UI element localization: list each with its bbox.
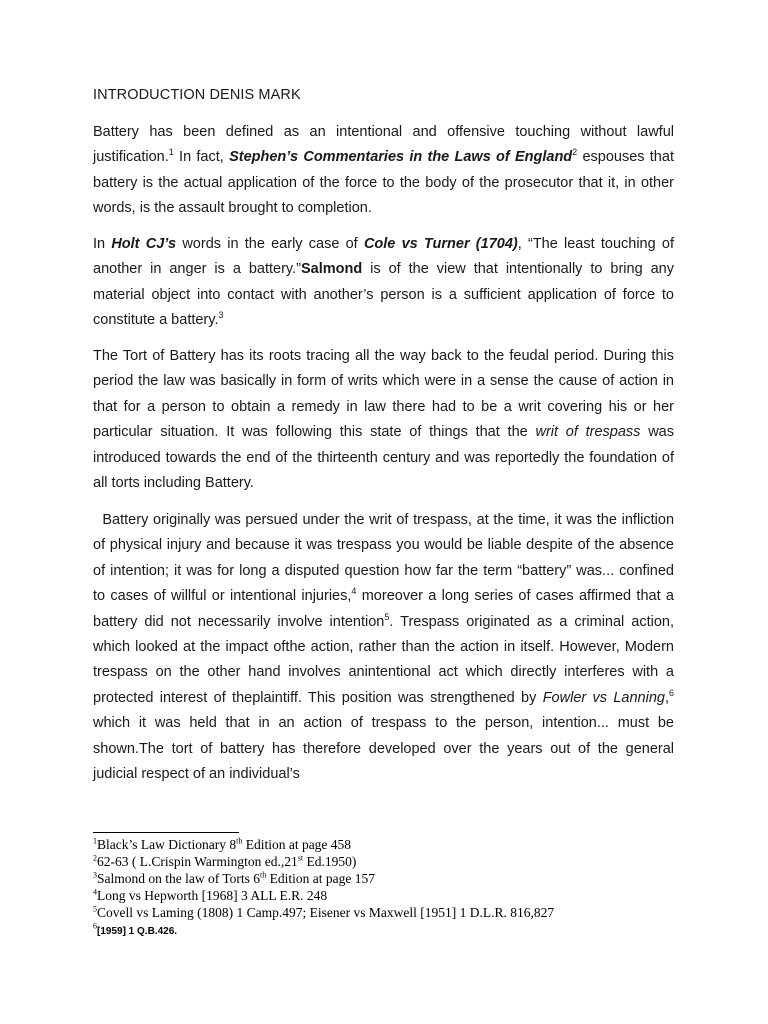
- citation-holt-cj: Holt CJ’s: [111, 236, 177, 252]
- footnote-6: $^6$[1959] 1 Q.B.426.: [93, 921, 178, 937]
- paragraph-2: In Holt CJ’s words in the early case of Cole vs Turner (1704), “The least touching of another in anger is a battery.”Salmond is of the view that intentionally to bring any material object into contact with another’s person is a sufficient application of force to constitute a battery.$^3$: [93, 236, 675, 329]
- citation-cole-vs-turner: Cole vs Turner (1704): [363, 236, 518, 252]
- footnote-3: $^3$Salmond on the law of Torts 6th Edition at page 157: [93, 870, 376, 886]
- citation-salmond: Salmond: [300, 261, 363, 278]
- footnote-ref-5: 5: [384, 611, 390, 622]
- citation-fowler-vs-lanning: Fowler vs Lanning: [542, 689, 665, 706]
- footnote-divider: [93, 832, 239, 833]
- paragraph-1: Battery has been defined as an intentional and offensive touching without lawful justification.$^1$ In fact, Stephen’s Commentaries in the Laws of England$^2$ espouses that battery is the actual application of the force to the body of the prosecutor that it, in other words, is the assault brought to completion.: [93, 124, 674, 217]
- citation-stephens-commentaries: Stephen’s Commentaries in the Laws of England: [229, 149, 573, 166]
- paragraph-4: Battery originally was persued under the writ of trespass, at the time, it was the infliction of physical injury and because it was trespass you would be liable despite of the absence of intention; it was for long a disputed question how far the term “battery” was... confined to cases of willful or intentional injuries,$^4$ moreover a long series of cases affirmed that a battery did not necessarily involve intention$^5$. Trespass originated as a criminal action, which looked at the impact ofthe action, rather than the action in itself. However, Modern trespass on the other hand involves anintentional act which directly interferes with a protected interest of theplaintiff. This position was strengthened by Fowler vs Lanning,$^6$ which it was held that in an action of trespass to the person, intention... must be shown.The tort of battery has therefore developed over the years out of the general judicial respect of an individual’s: [93, 512, 679, 783]
- paragraph-3: The Tort of Battery has its roots tracing all the way back to the feudal period. During this period the law was basically in form of writs which were in a sense the cause of action in that for a person to obtain a remedy in law there had to be a writ covering his or her particular situation. It was following this state of things that the writ of trespass was introduced towards the end of the thirteenth century and was reportedly the foundation of all torts including Battery.: [93, 348, 674, 492]
- footnote-ref-6: 6: [669, 688, 675, 699]
- footnotes-list: [93, 836, 554, 940]
- document-title: INTRODUCTION DENIS MARK: [93, 87, 301, 103]
- footnote-5: $^5$Covell vs Laming (1808) 1 Camp.497; Eisener vs Maxwell [1951] 1 D.L.R. 816,827: [93, 904, 555, 920]
- footnote-ref-1: 1: [168, 147, 174, 158]
- term-writ-of-trespass: writ of trespass: [535, 424, 641, 441]
- footnote-ref-2: 2: [572, 147, 578, 158]
- footnote-4: $^4$Long vs Hepworth [1968] 3 ALL E.R. 248: [93, 887, 328, 903]
- footnote-ref-4: 4: [351, 586, 357, 597]
- footnote-ref-3: 3: [218, 310, 224, 321]
- footnote-2: $^2$62-63 ( L.Crispin Warmington ed.,21st Ed.1950): [93, 853, 357, 869]
- footnote-1: $^1$Black’s Law Dictionary 8th Edition at page 458: [93, 836, 352, 852]
